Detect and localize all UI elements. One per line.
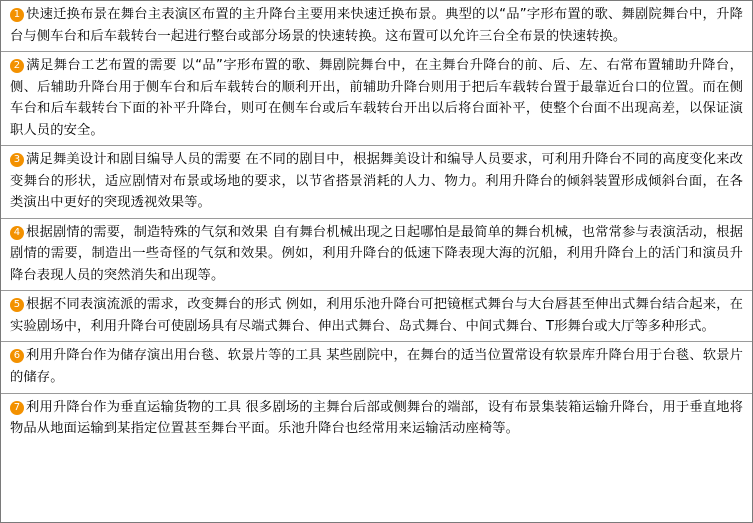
list-item-text: 利用升降台作为储存演出用台毯、软景片等的工具 某些剧院中，在舞台的适当位置常设有软景库升降台用于台毯、软景片的储存。 (10, 348, 743, 385)
list-marker-2: 2 (10, 59, 24, 73)
list-item (1, 52, 752, 146)
list-marker-7: 7 (10, 401, 24, 415)
list-item-text: 根据不同表演流派的需求，改变舞台的形式 例如，利用乐池升降台可把镜框式舞台与大台唇甚至伸出式舞台结合起来，在实验剧场中，利用升降台可使剧场具有尽端式舞台、伸出式舞台、岛式舞台、中间式舞台、T形舞台或大厅等多种形式。 (10, 297, 743, 334)
list-item-text: 根据剧情的需要，制造特殊的气氛和效果 自有舞台机械出现之日起哪怕是最简单的舞台机械，也常常参与表演活动，根据剧情的需要，制造出一些奇怪的气氛和效果。例如，利用升降台的低速下降表现大海的沉船，利用升降台上的活门和演员升降台表现人员的突然消失和出现等。 (10, 224, 743, 283)
list-item-text: 快速迁换布景在舞台主表演区布置的主升降台主要用来快速迁换布景。典型的以“品”字形布置的歌、舞剧院舞台中，升降台与侧车台和后车载转台一起进行整台或部分场景的快速转换。这布置可以允许三台全布景的快速转换。 (10, 7, 743, 44)
list-item (1, 1, 752, 52)
list-item-text: 满足舞美设计和剧目编导人员的需要 在不同的剧目中，根据舞美设计和编导人员要求，可利用升降台不同的高度变化来改变舞台的形状，适应剧情对布景或场地的要求，以节省搭景消耗的人力、物力。利用升降台的倾斜装置形成倾斜台面，在各类演出中更好的突现透视效果等。 (10, 152, 743, 211)
list-marker-5: 5 (10, 298, 24, 312)
list-item (1, 394, 752, 444)
list-item-text: 利用升降台作为垂直运输货物的工具 很多剧场的主舞台后部或侧舞台的端部，设有布景集装箱运输升降台，用于垂直地将物品从地面运输到某指定位置甚至舞台平面。乐池升降台也经常用来运输活动座椅等。 (10, 399, 743, 437)
list-marker-3: 3 (10, 153, 24, 167)
list-item (1, 342, 752, 393)
list-marker-6: 6 (10, 349, 24, 363)
list-marker-4: 4 (10, 226, 24, 240)
list-item (1, 219, 752, 292)
list-item (1, 291, 752, 342)
list-marker-1: 1 (10, 8, 24, 22)
list-item (1, 146, 752, 219)
list-item-text: 满足舞台工艺布置的需要 以“品”字形布置的歌、舞剧院舞台中，在主舞台升降台的前、后、左、右常布置辅助升降台，侧、后辅助升降台用于侧车台和后车载转台的顺利开出，前辅助升降台则用于把后车载转台置于最靠近台口的位置。而在侧车台和后车载转台下面的补平升降台，则可在侧车台或后车载转台开出以后将台面补平，使整个台面不出现高差，以保证演职人员的安全。 (10, 58, 743, 138)
